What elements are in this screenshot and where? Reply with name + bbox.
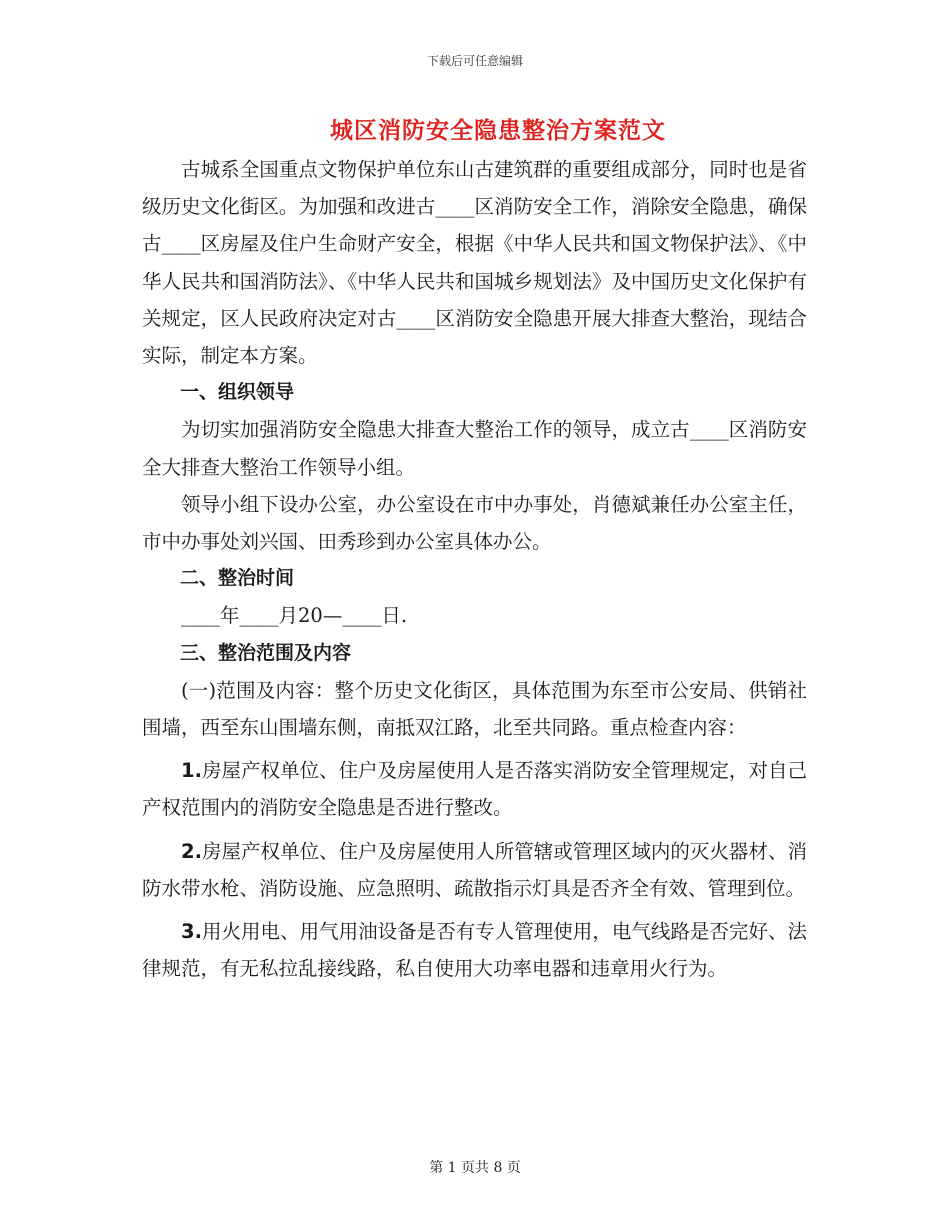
check-item-number: 3. <box>181 920 202 944</box>
section-2-paragraph-1: ____年____月20—____日. <box>181 604 408 628</box>
section-2-heading: 二、整治时间 <box>180 567 295 590</box>
check-item-3 <box>142 913 807 987</box>
section-1-heading: 一、组织领导 <box>180 381 295 404</box>
section-3-paragraph-1: (一)范围及内容：整个历史文化街区，具体范围为东至市公安局、供销社围墙，西至东山围墙东侧，南抵双江路，北至共同路。重点检查内容： <box>142 678 807 740</box>
check-item-number: 1. <box>181 759 202 783</box>
download-note: 下载后可任意编辑 <box>426 54 523 68</box>
check-item-number: 2. <box>181 839 202 863</box>
check-item-text: 房屋产权单位、住户及房屋使用人是否落实消防安全管理规定，对自己产权范围内的消防安全隐患是否进行整改。 <box>142 759 807 820</box>
page-number: 第 1 页共 8 页 <box>429 1160 521 1176</box>
section-1-paragraph-1: 为切实加强消防安全隐患大排查大整治工作的领导，成立古____区消防安全大排查大整治工作领导小组。 <box>142 418 807 479</box>
check-item-1 <box>142 752 807 826</box>
check-item-text: 用火用电、用气用油设备是否有专人管理使用，电气线路是否完好、法律规范，有无私拉乱接线路，私自使用大功率电器和违章用火行为。 <box>142 920 807 981</box>
check-item-2 <box>142 833 807 907</box>
document-title: 城区消防安全隐患整治方案范文 <box>330 117 666 144</box>
section-3-heading: 三、整治范围及内容 <box>180 641 352 664</box>
intro-paragraph: 古城系全国重点文物保护单位东山古建筑群的重要组成部分，同时也是省级历史文化街区。为加强和改进古____区消防安全工作，消除安全隐患，确保古____区房屋及住户生命财产安全，根据《中华人民共和国文物保护法》、《中华人民共和国消防法》、《中华人民共和国城乡规划法》及中国历史文化保护有关规定，区人民政府决定对古____区消防安全隐患开展大排查大整治，现结合实际，制定本方案。 <box>142 158 807 368</box>
check-item-text: 房屋产权单位、住户及房屋使用人所管辖或管理区域内的灭火器材、消防水带水枪、消防设施、应急照明、疏散指示灯具是否齐全有效、管理到位。 <box>142 839 807 900</box>
document-body <box>142 151 807 987</box>
section-1-paragraph-2: 领导小组下设办公室，办公室设在市中办事处，肖德斌兼任办公室主任，市中办事处刘兴国、田秀珍到办公室具体办公。 <box>142 492 807 554</box>
